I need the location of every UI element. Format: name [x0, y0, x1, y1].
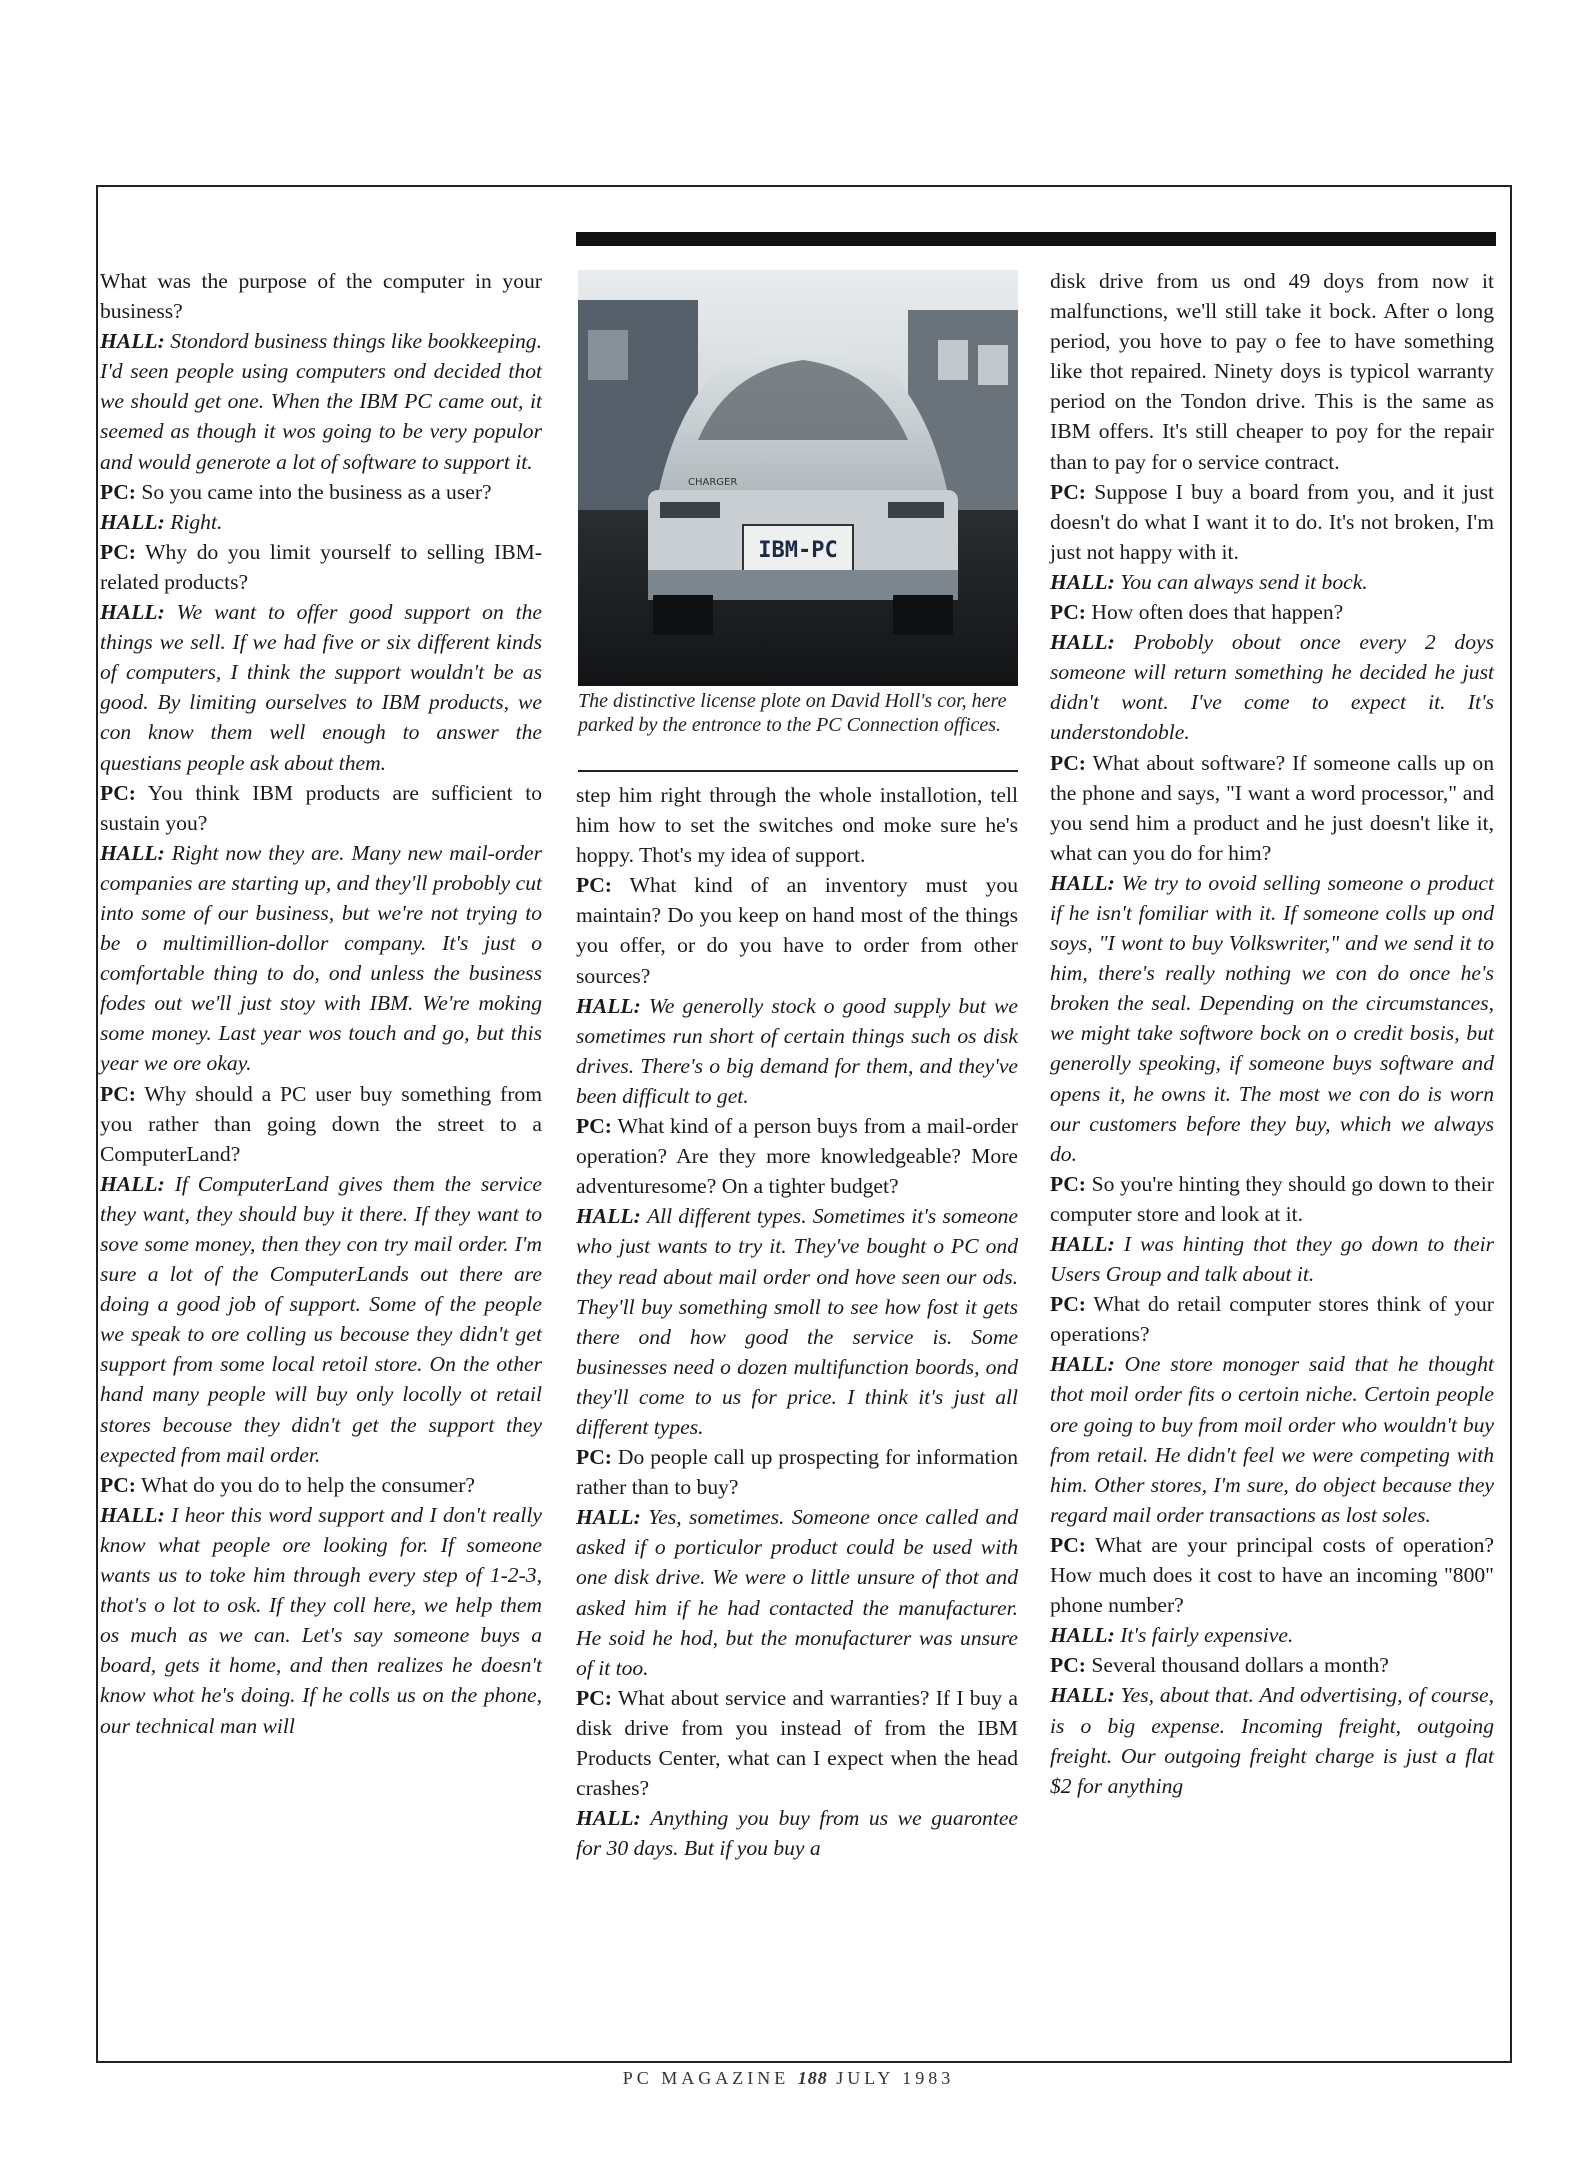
speaker-label: HALL:	[576, 1204, 641, 1229]
footer-date: JULY 1983	[836, 2068, 955, 2088]
answer-paragraph	[1050, 1349, 1494, 1530]
question-paragraph	[100, 778, 542, 838]
continued-text	[1050, 266, 1494, 477]
question-paragraph	[576, 870, 1018, 990]
paragraph-text: If ComputerLand gives them the service they want, they should buy it there. If they want to sove some money, then they con try mail order. I'm sure a lot of the ComputerLands out there are doing a good job of support. Some of the people we speak to ore colling us becouse they didn't get support from some local retoil store. On the other hand many people will buy only locolly ot retail stores becouse they didn't get the support they expected from mail order.	[100, 1171, 542, 1467]
paragraph-text: What about service and warranties? If I buy a disk drive from you instead of from the IBM Products Center, what can I expect when the head crashes?	[576, 1685, 1018, 1801]
car-photo-image	[578, 270, 1018, 686]
speaker-label: HALL:	[1050, 1683, 1115, 1708]
car-badge-text: CHARGER	[688, 477, 738, 488]
paragraph-text: So you're hinting they should go down to their computer store and look at it.	[1050, 1171, 1495, 1226]
continued-text	[576, 780, 1018, 870]
speaker-label: HALL:	[1050, 870, 1115, 895]
answer-paragraph	[1050, 567, 1494, 597]
paragraph-text: So you came into the business as a user?	[141, 479, 492, 504]
speaker-label: PC:	[1050, 600, 1086, 625]
question-paragraph	[100, 537, 542, 597]
paragraph-text: Yes, about that. And odvertising, of course, is o big expense. Incoming freight, outgoing freight. Our outgoing freight charge is just a flat $2 for anything	[1050, 1683, 1494, 1798]
paragraph-text: Why do you limit yourself to selling IBM-related products?	[100, 539, 542, 594]
speaker-label: HALL:	[1050, 630, 1115, 655]
speaker-label: HALL:	[576, 1505, 641, 1530]
speaker-label: PC:	[100, 1081, 136, 1106]
answer-paragraph	[100, 1169, 542, 1470]
paragraph-text: What about software? If someone calls up on the phone and says, "I want a word processor," and you send him a product and he just doesn't like it, what can you do for him?	[1050, 750, 1494, 865]
paragraph-text: We want to offer good support on the things we sell. If we had five or six different kinds of computers, I think the support wouldn't be as good. By limiting ourselves to IBM products, we con know them well enough to answer the questians people ask about them.	[100, 600, 542, 775]
license-plate-text: IBM-PC	[758, 538, 838, 563]
paragraph-text: Stondord business things like bookkeeping. I'd seen people using computers ond decided thot we should get one. When the IBM PC came out, it seemed as though it wos going to be very populor and would generote a lot of software to support it.	[100, 329, 542, 474]
paragraph-text: step him right through the whole installotion, tell him how to set the switches ond moke sure he's hoppy. Thot's my idea of support.	[576, 783, 1018, 868]
question-paragraph	[576, 1442, 1018, 1502]
answer-paragraph	[576, 1201, 1018, 1442]
speaker-label: HALL:	[100, 840, 165, 865]
paragraph-text: What kind of a person buys from a mail-order operation? Are they more knowledgeable? More adventuresome? On a tighter budget?	[576, 1114, 1019, 1199]
paragraph-text: We try to ovoid selling someone o product if he isn't fomiliar with it. If someone colls up ond soys, "I wont to buy Volkswriter," and we send it to him, there's really nothing we con do once he's broken the seal. Depending on the circumstances, we might take softwore bock on o credit bosis, but generolly speoking, if someone buys software and opens it, he owns it. The most we con do is worn our customers before they buy, which we always do.	[1050, 870, 1494, 1166]
speaker-label: HALL:	[100, 1171, 165, 1196]
bottom-rule	[96, 2061, 1512, 2063]
paragraph-text: Do people call up prospecting for information rather than to buy?	[576, 1445, 1018, 1500]
paragraph-text: Yes, sometimes. Someone once called and asked if o porticulor product could be used with one disk drive. We were o little unsure of thot and asked him if he had contacted the manufacturer. He soid he hod, but the monufacturer was unsure of it too.	[576, 1505, 1018, 1680]
speaker-label: HALL:	[1050, 1623, 1115, 1648]
answer-paragraph	[100, 838, 542, 1079]
question-paragraph	[1050, 1289, 1494, 1349]
paragraph-text: What kind of an inventory must you maintain? Do you keep on hand most of the things you offer, or do you have to order from other sources?	[576, 873, 1018, 988]
speaker-label: PC:	[576, 873, 612, 898]
paragraph-text: Right.	[170, 509, 223, 534]
answer-paragraph	[576, 1502, 1018, 1683]
speaker-label: HALL:	[100, 1502, 165, 1527]
answer-paragraph	[1050, 1620, 1494, 1650]
speaker-label: PC:	[576, 1445, 612, 1470]
speaker-label: HALL:	[1050, 1352, 1115, 1377]
paragraph-text: I heor this word support and I don't really know what people ore looking for. If someone wants us to toke him through every step of 1-2-3, thot's o lot to osk. If they coll here, we help them os much as we can. Let's say someone buys a board, gets it home, and then realizes he doesn't know whot he's doing. If he colls us on the phone, our technical man will	[100, 1502, 542, 1738]
answer-paragraph	[100, 326, 542, 476]
paragraph-text: You can always send it bock.	[1120, 569, 1368, 594]
page-footer	[0, 2068, 1577, 2089]
speaker-label: PC:	[100, 539, 136, 564]
speaker-label: HALL:	[100, 600, 165, 625]
speaker-label: HALL:	[1050, 1232, 1115, 1256]
column-2	[576, 780, 1018, 1863]
speaker-label: PC:	[100, 479, 136, 504]
answer-paragraph	[100, 1500, 542, 1741]
speaker-label: PC:	[1050, 1532, 1086, 1557]
paragraph-text: What do retail computer stores think of your operations?	[1050, 1292, 1494, 1347]
speaker-label: HALL:	[576, 1806, 641, 1831]
speaker-label: HALL:	[100, 509, 165, 534]
question-paragraph	[100, 1470, 542, 1500]
answer-paragraph	[1050, 1680, 1494, 1800]
paragraph-text: Right now they are. Many new mail-order companies are starting up, and they'll probobly cut into some of our business, but we're not trying to be o multimillion-dollor company. It's just o comfortable thing to do, ond unless the business fodes out we'll just stoy with IBM. We're moking some money. Last year wos touch and go, but this year we ore okay.	[100, 840, 543, 1076]
paragraph-text: What do you do to help the consumer?	[141, 1472, 476, 1497]
paragraph-text: Why should a PC user buy something from you rather than going down the street to a ComputerLand?	[100, 1081, 542, 1166]
answer-paragraph	[100, 597, 542, 778]
answer-paragraph	[1050, 627, 1494, 747]
speaker-label: PC:	[1050, 479, 1086, 504]
question-paragraph	[1050, 1650, 1494, 1680]
answer-paragraph	[100, 507, 542, 537]
question-paragraph	[1050, 477, 1494, 567]
answer-paragraph	[576, 1803, 1018, 1863]
question-paragraph	[1050, 1530, 1494, 1620]
speaker-label: PC:	[100, 780, 136, 805]
paragraph-text: We generolly stock o good supply but we sometimes run short of certain things such os disk drives. There's o big demand for them, and they've been difficult to get.	[576, 993, 1018, 1108]
column-3	[1050, 266, 1494, 1801]
answer-paragraph	[576, 991, 1018, 1111]
answer-paragraph	[1050, 1229, 1494, 1289]
speaker-label: PC:	[1050, 1653, 1086, 1678]
column-1	[100, 266, 542, 1741]
speaker-label: HALL:	[1050, 569, 1115, 594]
speaker-label: PC:	[100, 1472, 136, 1497]
question-paragraph	[1050, 1169, 1494, 1229]
footer-page-number: 188	[797, 2068, 828, 2088]
caption-rule	[578, 770, 1018, 772]
paragraph-text: Probobly obout once every 2 doys someone will return something he decided he just didn't wont. I've come to expect it. It's understondoble.	[1050, 630, 1494, 745]
photo-caption: The distinctive license plote on David Holl's cor, here parked by the entronce to the PC Connection offices.	[578, 690, 1007, 736]
question-paragraph	[100, 477, 542, 507]
paragraph-text: How often does that happen?	[1091, 600, 1344, 625]
speaker-label: PC:	[1050, 750, 1086, 775]
continued-text	[100, 266, 542, 326]
answer-paragraph	[1050, 868, 1494, 1169]
car-photo	[578, 270, 1018, 686]
paragraph-text: You think IBM products are sufficient to sustain you?	[100, 780, 542, 835]
paragraph-text: Several thousand dollars a month?	[1091, 1653, 1389, 1678]
paragraph-text: It's fairly expensive.	[1120, 1623, 1294, 1648]
speaker-label: PC:	[576, 1685, 612, 1710]
paragraph-text: Anything you buy from us we guarontee for 30 days. But if you buy a	[576, 1806, 1018, 1861]
paragraph-text: disk drive from us ond 49 doys from now it malfunctions, we'll still take it bock. After o long period, you hove to pay o fee to have something like thot repaired. Ninety doys is typicol warranty period on the Tondon drive. This is the same as IBM offers. It's still cheaper to poy for the repair than to pay for o service contract.	[1050, 269, 1494, 474]
paragraph-text: One store monoger said that he thought thot moil order fits o certoin niche. Certoin people ore going to buy from moil order who wouldn't buy from retail. He didn't feel we were competing with him. Other stores, I'm sure, do object because they regard mail order transactions as lost soles.	[1050, 1352, 1494, 1527]
question-paragraph	[1050, 597, 1494, 627]
speaker-label: PC:	[1050, 1292, 1086, 1317]
paragraph-text: What are your principal costs of operation? How much does it cost to have an incoming "800" phone number?	[1050, 1532, 1494, 1618]
question-paragraph	[576, 1683, 1018, 1803]
paragraph-text: I was hinting thot they go down to their Users Group and talk about it.	[1050, 1232, 1494, 1287]
paragraph-text: All different types. Sometimes it's someone who just wants to try it. They've bought o PC ond they read about mail order ond hove seen our ods. They'll buy something smoll to see how fost it gets there ond how good the service is. Some businesses need o dozen multifunction boords, ond they'll come to us for price. I think it's just all different types.	[576, 1204, 1018, 1439]
paragraph-text: What was the purpose of the computer in your business?	[100, 269, 542, 324]
footer-magazine: PC MAGAZINE	[622, 2068, 790, 2088]
speaker-label: HALL:	[576, 993, 641, 1018]
speaker-label: PC:	[576, 1114, 612, 1139]
paragraph-text: Suppose I buy a board from you, and it just doesn't do what I want it to do. It's not broken, I'm just not happy with it.	[1050, 479, 1494, 564]
speaker-label: HALL:	[100, 329, 165, 354]
header-bar	[576, 232, 1496, 246]
question-paragraph	[100, 1079, 542, 1169]
question-paragraph	[1050, 748, 1494, 868]
speaker-label: PC:	[1050, 1171, 1086, 1196]
question-paragraph	[576, 1111, 1018, 1201]
